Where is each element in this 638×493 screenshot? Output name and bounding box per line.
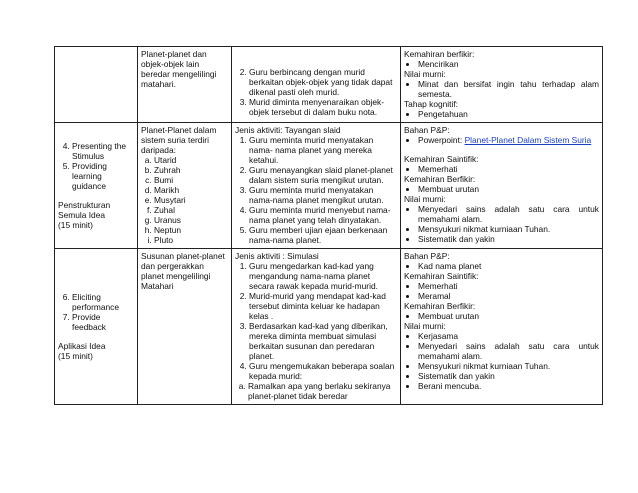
planet-item: g. Uranus bbox=[154, 215, 228, 225]
skills-cell bbox=[401, 47, 603, 123]
skills-heading: Kemahiran Berfikir: bbox=[404, 301, 476, 311]
content-title: Susunan planet-planet dan pergerakkan planet mengelilingi Matahari bbox=[141, 251, 225, 291]
skills-heading: Nilai murni: bbox=[404, 194, 446, 204]
skills-heading: Kemahiran Berfikir: bbox=[404, 174, 476, 184]
skills-heading: Kemahiran berfikir: bbox=[404, 49, 475, 59]
skills-item: • Menyedari sains adalah satu cara untuk memahami alam. bbox=[418, 204, 599, 224]
stage-note: Aplikasi Idea bbox=[58, 340, 106, 351]
skills-item: • Pengetahuan bbox=[418, 109, 599, 119]
skills-cell bbox=[401, 249, 603, 405]
skills-item: • Membuat urutan bbox=[418, 184, 599, 194]
skills-item: • Minat dan bersifat ingin tahu terhadap alam semesta. bbox=[418, 79, 599, 99]
stage-item: 4. Presenting the Stimulus bbox=[72, 141, 134, 161]
skills-cell bbox=[401, 123, 603, 249]
skills-heading: Bahan P&P: bbox=[404, 125, 450, 135]
activity-steps bbox=[235, 261, 397, 381]
skills-item: • Memerhati bbox=[418, 281, 599, 291]
planet-item: f. Zuhal bbox=[154, 205, 228, 215]
skills-list bbox=[404, 164, 599, 174]
content-cell bbox=[138, 47, 232, 123]
skills-heading: Nilai murni: bbox=[404, 69, 446, 79]
skills-item: • Memerhati bbox=[418, 164, 599, 174]
skills-heading: Kemahiran Saintifik: bbox=[404, 154, 479, 164]
content-cell bbox=[138, 249, 232, 405]
skills-item: • Sistematik dan yakin bbox=[418, 234, 599, 244]
activity-step: 2. Murid-murid yang mendapat kad-kad tersebut diminta keluar ke hadapan kelas . bbox=[249, 291, 397, 321]
skills-item: • Menyedari sains adalah satu cara untuk memahami alam. bbox=[418, 341, 599, 361]
skills-heading: Kemahiran Saintifik: bbox=[404, 271, 479, 281]
activity-step: 3. Murid diminta menyenaraikan objek-objek tersebut di dalam buku nota. bbox=[249, 97, 397, 117]
skills-list bbox=[404, 281, 599, 301]
skills-heading: Nilai murni: bbox=[404, 321, 446, 331]
planet-item: a. Utarid bbox=[154, 155, 228, 165]
stage-note: Penstrukturan Semula Idea bbox=[58, 199, 111, 220]
stage-time: (15 minit) bbox=[58, 350, 93, 361]
activity-cell bbox=[232, 123, 401, 249]
resource-label: Powerpoint: bbox=[418, 135, 465, 145]
stage-list bbox=[58, 292, 134, 332]
stage-item: 6. Eliciting performance bbox=[72, 292, 134, 312]
lesson-plan-table bbox=[54, 46, 603, 405]
activity-heading: Jenis aktiviti: Tayangan slaid bbox=[235, 125, 341, 135]
activity-heading: Jenis aktiviti : Simulasi bbox=[235, 251, 319, 261]
activity-steps bbox=[235, 135, 397, 245]
skills-heading: Bahan P&P: bbox=[404, 251, 450, 261]
slides-link[interactable]: Planet-Planet Dalam Sistem Suria bbox=[464, 135, 592, 145]
skills-item: • Kerjasama bbox=[418, 331, 599, 341]
skills-heading: Tahap kognitif: bbox=[404, 99, 459, 109]
stage-item: 7. Provide feedback bbox=[72, 312, 134, 332]
activity-step: 1. Guru meminta murid menyatakan nama- nama planet yang mereka ketahui. bbox=[249, 135, 397, 165]
planet-item: h. Neptun bbox=[154, 225, 228, 235]
skills-item: • Membuat urutan bbox=[418, 311, 599, 321]
stage-cell bbox=[55, 123, 138, 249]
skills-list bbox=[404, 79, 599, 99]
skills-item bbox=[418, 135, 599, 145]
activity-cell bbox=[232, 249, 401, 405]
skills-list bbox=[404, 261, 599, 271]
activity-step: 2. Guru berbincang dengan murid berkaitan objek-objek yang tidak dapat dikenal pasti oleh murid. bbox=[249, 67, 397, 97]
activity-step: 1. Guru mengedarkan kad-kad yang mengandung nama-nama planet secara rawak kepada murid-murid. bbox=[249, 261, 397, 291]
activity-step: 5. Guru memberi ujian ejaan berkenaan nama-nama planet. bbox=[249, 225, 397, 245]
activity-step: 2. Guru menayangkan slaid planet-planet dalam sistem suria mengikut urutan. bbox=[249, 165, 397, 185]
planet-list bbox=[141, 155, 228, 245]
skills-item: • Kad nama planet bbox=[418, 261, 599, 271]
stage-cell bbox=[55, 47, 138, 123]
skills-list bbox=[404, 331, 599, 391]
skills-item: • Berani mencuba. bbox=[418, 381, 599, 391]
stage-time: (15 minit) bbox=[58, 219, 93, 230]
planet-item: d. Marikh bbox=[154, 185, 228, 195]
skills-item: • Meramal bbox=[418, 291, 599, 301]
table-row bbox=[55, 249, 603, 405]
activity-step: 3. Guru meminta murid menyatakan nama-nama planet mengikut urutan. bbox=[249, 185, 397, 205]
activity-substeps bbox=[235, 381, 397, 401]
content-title: Planet-planet dan objek-objek lain beredar mengelilingi matahari. bbox=[141, 49, 217, 89]
planet-item: e. Musytari bbox=[154, 195, 228, 205]
stage-item: 5. Providing learning guidance bbox=[72, 161, 134, 191]
skills-item: • Mensyukuri nikmat kurniaan Tuhan. bbox=[418, 224, 599, 234]
content-cell bbox=[138, 123, 232, 249]
table-row bbox=[55, 47, 603, 123]
activity-substep: a. Ramalkan apa yang berlaku sekiranya planet-planet tidak beredar bbox=[248, 381, 397, 401]
skills-list bbox=[404, 204, 599, 244]
skills-list bbox=[404, 311, 599, 321]
stage-list bbox=[58, 141, 134, 191]
planet-item: b. Zuhrah bbox=[154, 165, 228, 175]
skills-item: • Mencirikan bbox=[418, 59, 599, 69]
skills-list bbox=[404, 59, 599, 69]
planet-item: c. Bumi bbox=[154, 175, 228, 185]
activity-step: 3. Berdasarkan kad-kad yang diberikan, mereka diminta membuat simulasi berkaitan susunan dan peredaran planet. bbox=[249, 321, 397, 361]
planet-item: i. Pluto bbox=[154, 235, 228, 245]
content-title: Planet-Planet dalam sistem suria terdiri daripada: bbox=[141, 125, 217, 155]
skills-item: • Mensyukuri nikmat kurniaan Tuhan. bbox=[418, 361, 599, 371]
skills-list bbox=[404, 135, 599, 145]
activity-step: 4. Guru meminta murid menyebut nama-nama planet yang telah dinyatakan. bbox=[249, 205, 397, 225]
activity-step: 4. Guru mengemukakan beberapa soalan kepada murid: bbox=[249, 361, 397, 381]
activity-steps bbox=[235, 67, 397, 117]
activity-cell bbox=[232, 47, 401, 123]
table-row bbox=[55, 123, 603, 249]
stage-cell bbox=[55, 249, 138, 405]
skills-list bbox=[404, 184, 599, 194]
skills-item: • Sistematik dan yakin bbox=[418, 371, 599, 381]
skills-list bbox=[404, 109, 599, 119]
